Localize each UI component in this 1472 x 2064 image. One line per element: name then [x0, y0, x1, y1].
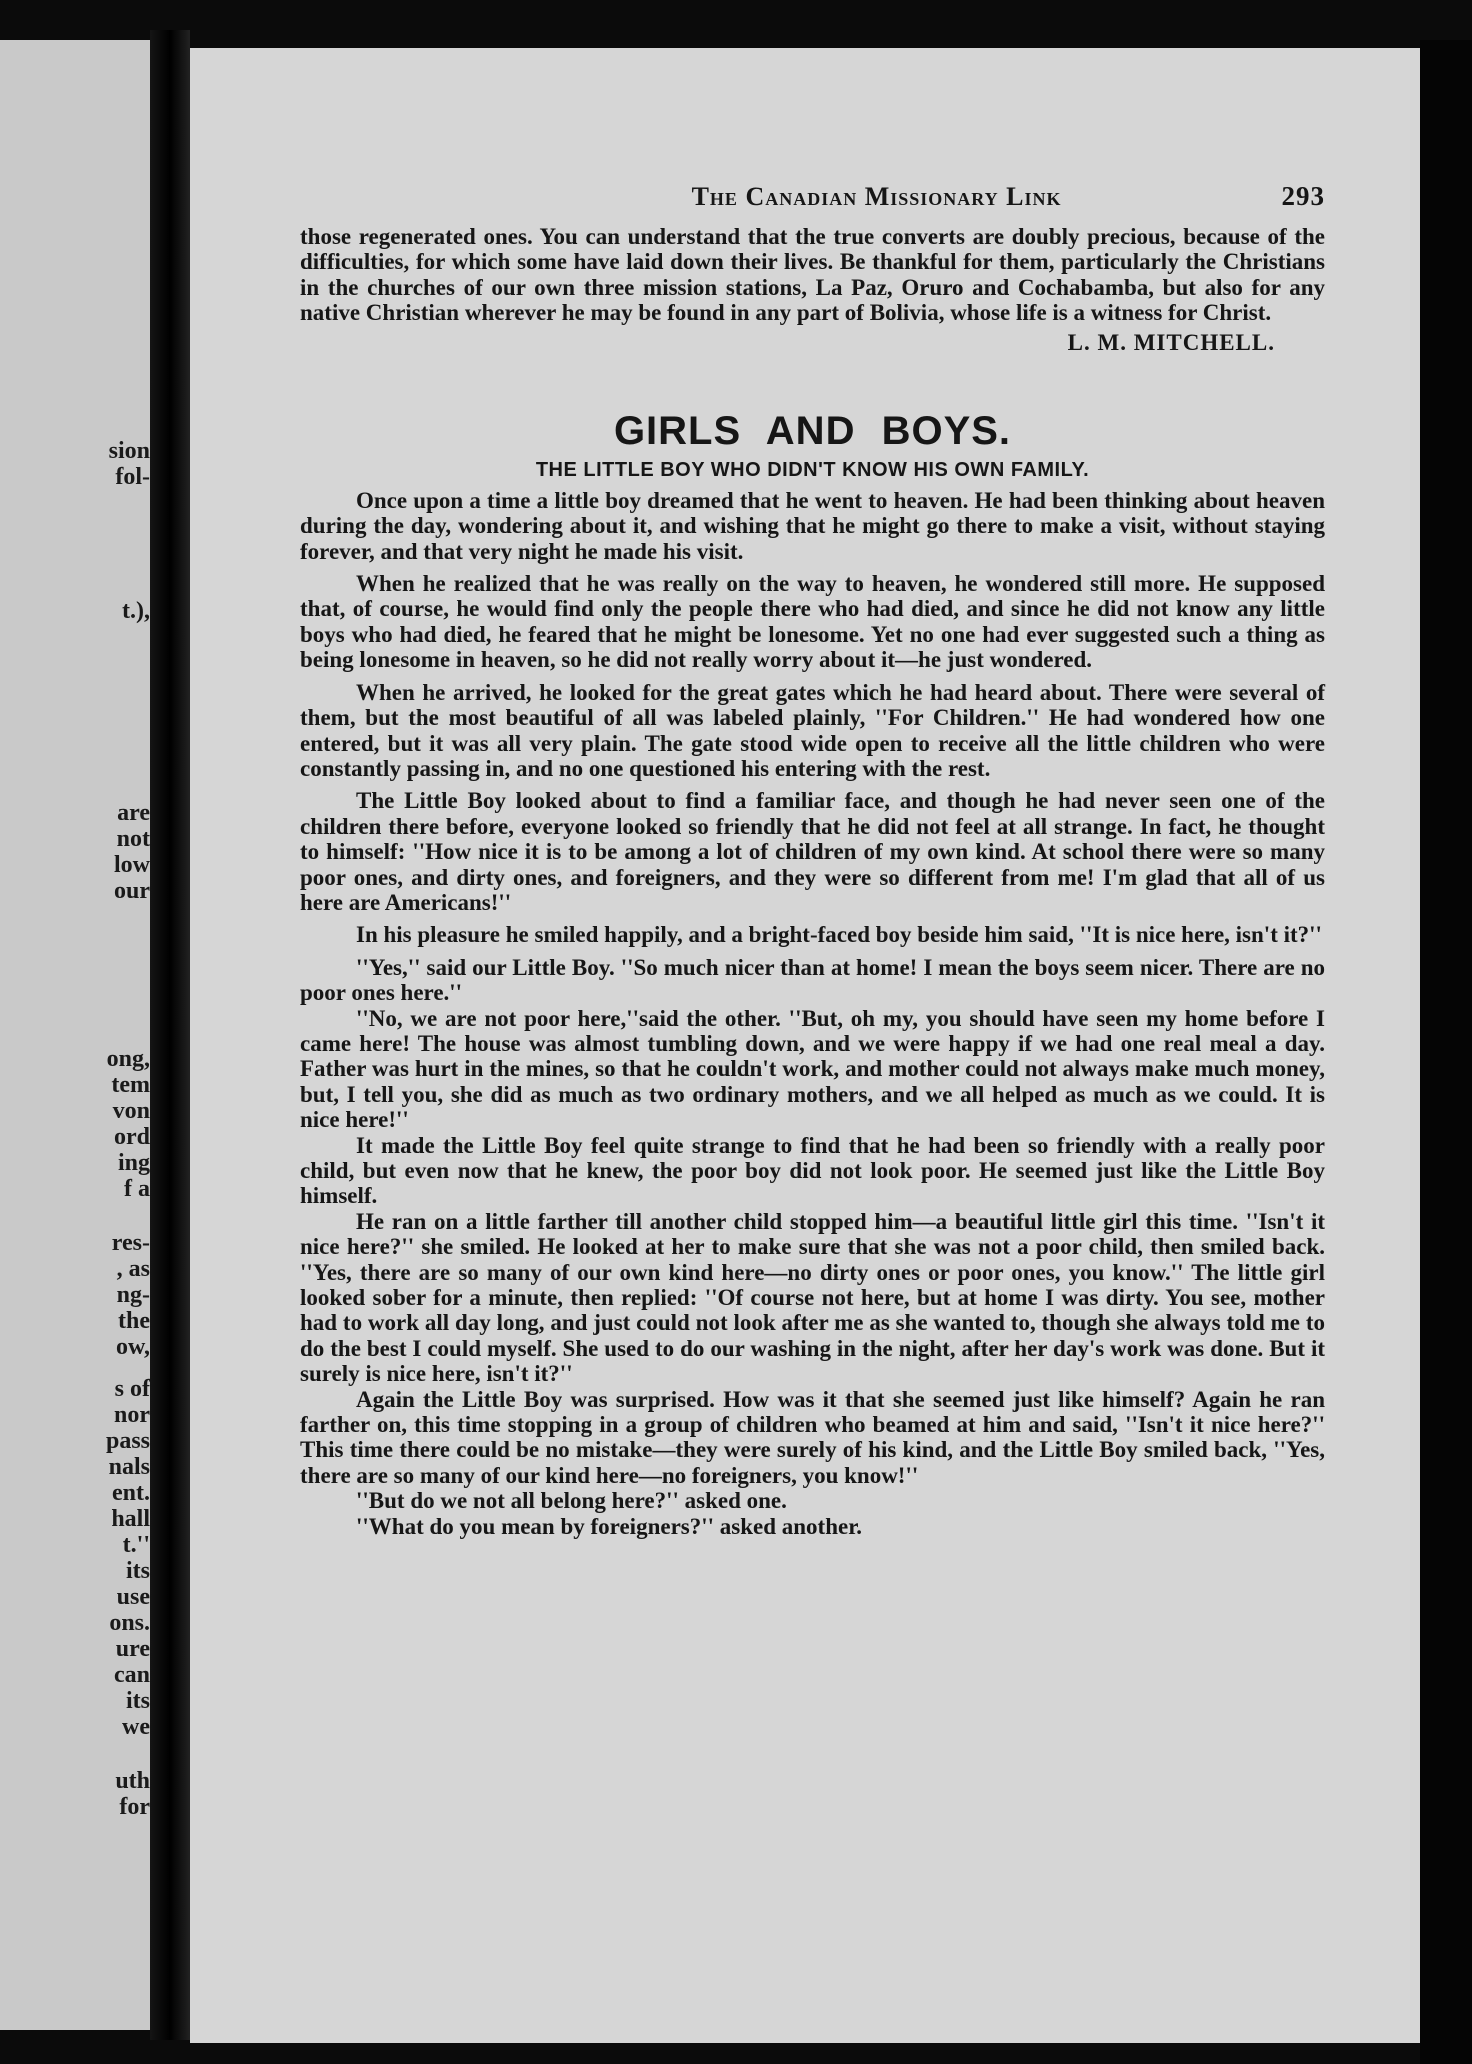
book-gutter: [150, 30, 190, 2040]
running-header-title: The Canadian Missionary Link: [691, 182, 1062, 211]
facing-page-text-fragment: uth for: [115, 1768, 150, 1820]
facing-page-text-fragment: s of nor pass nals ent. hall t.'' its use ons. ure can its we: [105, 1376, 150, 1740]
story-paragraph: Again the Little Boy was surprised. How was it that she seemed just like himself? Again he ran farther on, this time stopping in a group of children who beamed at him and said, ''Isn't it nice here?'' This time there could be no mistake—they were surely of his kind, and the Little Boy smiled back, ''Yes, there are so many of our kind here—no foreigners, you know!'': [300, 1386, 1325, 1488]
page: [190, 48, 1420, 2043]
story-paragraph: It made the Little Boy feel quite strange to find that he had been so friendly with a really poor child, but even now that he knew, the poor boy did not look poor. He seemed just like the Little Boy himself.: [300, 1132, 1325, 1209]
story-paragraph: Once upon a time a little boy dreamed that he went to heaven. He had been thinking about heaven during the day, wondering about it, and wishing that he might go there to make a visit, without staying forever, and that very night he made his visit.: [300, 487, 1325, 564]
story-paragraph: ''Yes,'' said our Little Boy. ''So much nicer than at home! I mean the boys seem nicer. There are no poor ones here.'': [300, 954, 1325, 1006]
story-paragraph: ''What do you mean by foreigners?'' asked another.: [356, 1513, 863, 1539]
facing-page-text-fragment: are not low our: [114, 800, 150, 904]
facing-page-text-fragment: sion fol-: [108, 438, 150, 490]
facing-page-text-fragment: t.),: [122, 598, 150, 624]
story-paragraph: ''No, we are not poor here,''said the other. ''But, oh my, you should have seen my home before I came here! The house was almost tumbling down, and we were happy if we had one real meal a day. Father was hurt in the mines, so that he couldn't work, and mother could not always make much money, but, I tell you, she did as much as two ordinary mothers, and we all helped as much as we could. It is nice here!'': [300, 1005, 1325, 1133]
story-title: THE LITTLE BOY WHO DIDN'T KNOW HIS OWN FAMILY.: [535, 459, 1090, 482]
author-signature: L. M. MITCHELL.: [1067, 329, 1275, 355]
story-paragraph: ''But do we not all belong here?'' asked one.: [356, 1488, 787, 1514]
scan-border: [1420, 40, 1472, 2064]
intro-paragraph: those regenerated ones. You can understand that the true converts are doubly precious, because of the difficulties, for which some have laid down their lives. Be thankful for them, particularly the Christians in the churches of our own three mission stations, La Paz, Oruro and Cochabamba, but also for any native Christian wherever he may be found in any part of Bolivia, whose life is a witness for Christ.: [300, 224, 1325, 326]
page-content: [300, 181, 1325, 1539]
story-paragraph: When he realized that he was really on the way to heaven, he wondered still more. He supposed that, of course, he would find only the people there who had died, and since he did not know any little boys who had died, he feared that he might be lonesome. Yet no one had ever suggested such a thing as being lonesome in heaven, so he did not really worry about it—he just wondered.: [300, 571, 1325, 673]
section-title: GIRLS AND BOYS.: [613, 409, 1012, 454]
story-paragraph: The Little Boy looked about to find a familiar face, and though he had never seen one of the children there before, everyone looked so friendly that he did not feel at all strange. In fact, he thought to himself: ''How nice it is to be among a lot of children of my own kind. At school there were so many poor ones, and dirty ones, and foreigners, and they were so different from me! I'm glad that all of us here are Americans!'': [300, 788, 1325, 915]
running-header: [300, 181, 1325, 224]
story-paragraph: When he arrived, he looked for the great gates which he had heard about. There were several of them, but the most beautiful of all was labeled plainly, ''For Children.'' He had wondered how one entered, but it was all very plain. The gate stood wide open to receive all the little children who were constantly passing in, and no one questioned his entering with the rest.: [300, 679, 1325, 781]
facing-page-edge: [0, 40, 150, 2030]
facing-page-text-fragment: ong, tem von ord ing f a: [106, 1046, 150, 1202]
page-number: 293: [1281, 181, 1325, 211]
story-paragraph: In his pleasure he smiled happily, and a bright-faced boy beside him said, ''It is nice here, isn't it?'': [356, 922, 1322, 948]
facing-page-text-fragment: res- , as ng- the ow,: [111, 1230, 150, 1360]
story-paragraph: He ran on a little farther till another child stopped him—a beautiful little girl this time. ''Isn't it nice here?'' she smiled. He looked at her to make sure that she was not a poor child, then smiled back. ''Yes, there are so many of our own kind here—no dirty ones or poor ones, you know.'' The little girl looked sober for a minute, then replied: ''Of course not here, but at home I was dirty. You see, mother had to work all day long, and just could not look after me as she wanted to, though she always told me to do the best I could myself. She used to do our washing in the night, after her day's work was done. But it surely is nice here, isn't it?'': [300, 1208, 1325, 1387]
